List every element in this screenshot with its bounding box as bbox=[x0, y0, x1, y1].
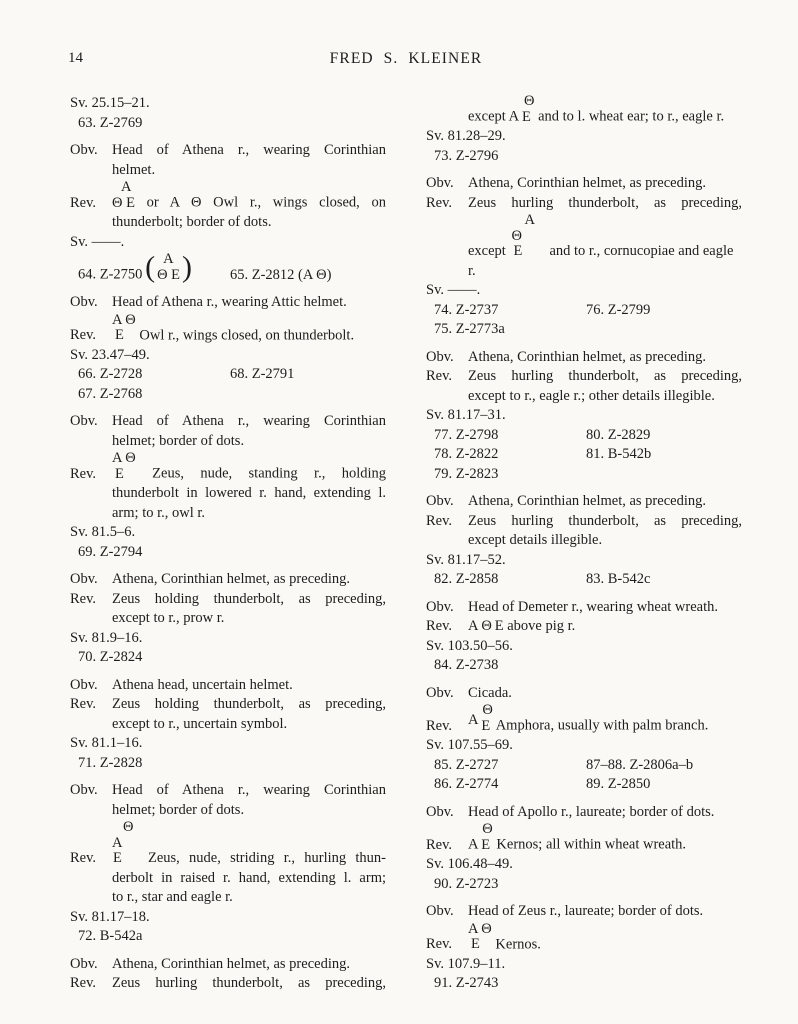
monogram-row: Θ E bbox=[157, 266, 181, 283]
text-line: Rev. Zeus hurling thunderbolt, as preceding, bbox=[426, 367, 742, 387]
catalog-item: 67. Z-2768 bbox=[78, 385, 143, 402]
entry-label: Rev. bbox=[70, 850, 97, 866]
catalog-item: 79. Z-2823 bbox=[434, 465, 499, 482]
text-line: Obv. Cicada. bbox=[426, 684, 742, 704]
entry-label: Rev. bbox=[70, 465, 97, 482]
reverse-description bbox=[70, 590, 386, 629]
monogram-row: A bbox=[121, 179, 132, 195]
monogram-row: E bbox=[481, 836, 491, 853]
text-line: Rev. Zeus hurling thunderbolt, as preceding, bbox=[70, 974, 386, 994]
text-line: Obv. Athena head, uncertain helmet. bbox=[70, 676, 386, 696]
catalog-entry-group bbox=[426, 684, 742, 795]
svoronos-reference: Sv. 107.9–11. bbox=[426, 955, 506, 972]
entry-label: Rev. bbox=[426, 512, 453, 529]
catalog-item: 90. Z-2723 bbox=[434, 875, 499, 892]
catalog-item: 75. Z-2773a bbox=[434, 321, 505, 337]
text-line: Obv. Athena, Corinthian helmet, as preceding. bbox=[426, 174, 742, 194]
text-line: except A Θ E and to r., cornucopiae and eagle bbox=[468, 212, 734, 259]
reverse-description bbox=[426, 512, 742, 551]
catalog-item: 63. Z-2769 bbox=[78, 114, 143, 131]
catalog-item: 66. Z-2728 bbox=[78, 366, 143, 382]
entry-label: Rev. bbox=[426, 836, 453, 853]
obverse-description bbox=[70, 412, 386, 451]
text-line: except A Θ E and to l. wheat ear; to r., eagle r. bbox=[468, 93, 725, 125]
entry-label: Rev. bbox=[426, 936, 453, 952]
monogram-row: ( A bbox=[163, 251, 174, 267]
continuation-paragraph bbox=[426, 94, 742, 127]
raised-monogram-letter: A bbox=[468, 711, 479, 728]
entry-label: Obv. bbox=[426, 348, 454, 365]
monogram-row: E bbox=[115, 465, 124, 482]
monogram-stack bbox=[112, 313, 136, 344]
entry-label: Rev. bbox=[70, 590, 97, 607]
monogram-row: A bbox=[112, 834, 123, 851]
catalog-item-row bbox=[70, 543, 386, 563]
entry-label: Rev. bbox=[70, 194, 97, 211]
entry-label: Obv. bbox=[426, 803, 454, 820]
text-line: Rev. A Θ E Zeus, nude, standing r., holding bbox=[70, 451, 386, 484]
monogram-row: A Θ bbox=[112, 311, 136, 328]
catalog-item-row bbox=[426, 656, 742, 676]
reverse-description bbox=[426, 822, 742, 855]
entry-label: Rev. bbox=[426, 368, 453, 384]
catalog-items bbox=[426, 756, 742, 795]
catalog-item: 68. Z-2791 bbox=[230, 366, 295, 382]
reverse-description bbox=[426, 922, 742, 955]
catalog-item: 87–88. Z-2806a–b bbox=[586, 756, 694, 773]
catalog-item-row bbox=[426, 974, 742, 994]
text-line: Rev. A Θ E or A Θ Owl r., wings closed, on bbox=[70, 180, 386, 213]
monogram-row: Θ bbox=[123, 819, 134, 835]
text-line: arm; to r., owl r. bbox=[112, 504, 206, 521]
text-line: helmet; border of dots. bbox=[112, 801, 245, 818]
svoronos-reference: Sv. 103.50–56. bbox=[426, 637, 513, 654]
text-line: Rev. A Θ E above pig r. bbox=[426, 617, 742, 637]
reverse-description bbox=[426, 617, 742, 637]
svoronos-reference: Sv. 81.5–6. bbox=[70, 524, 136, 540]
monogram-row: Θ bbox=[482, 702, 493, 718]
catalog-item-row bbox=[426, 445, 742, 465]
catalog-item-row bbox=[426, 147, 742, 167]
catalog-item-row bbox=[70, 114, 386, 134]
catalog-items bbox=[426, 974, 742, 994]
catalog-items bbox=[70, 252, 386, 285]
catalog-items bbox=[70, 365, 386, 404]
svoronos-reference: Sv. 81.17–18. bbox=[70, 908, 150, 925]
text-line: Rev. Zeus hurling thunderbolt, as preceding, bbox=[426, 194, 742, 214]
reverse-description bbox=[70, 695, 386, 734]
text-line: Rev. Zeus holding thunderbolt, as preceding, bbox=[70, 590, 386, 610]
catalog-item: 64. Z-2750 ( A Θ E ) bbox=[78, 252, 230, 285]
text-line: Rev. Zeus hurling thunderbolt, as preceding, bbox=[426, 512, 742, 532]
entry-label: Obv. bbox=[70, 955, 98, 972]
catalog-items bbox=[426, 656, 742, 676]
column-right bbox=[426, 94, 742, 1002]
text-line: thunderbolt; border of dots. bbox=[112, 214, 272, 230]
obverse-description bbox=[70, 955, 386, 975]
page-header bbox=[70, 50, 742, 70]
obverse-description bbox=[426, 902, 742, 922]
monogram-stack bbox=[468, 922, 492, 953]
catalog-item-row bbox=[70, 385, 386, 405]
monogram-stack bbox=[112, 820, 133, 867]
text-line: Rev. A Θ E Owl r., wings closed, on thunderbolt. bbox=[70, 313, 386, 346]
text-line: to r., star and eagle r. bbox=[112, 889, 233, 905]
catalog-item-row bbox=[70, 252, 386, 285]
catalog-item-row bbox=[426, 426, 742, 446]
reverse-description bbox=[70, 974, 386, 994]
text-line: derbolt in raised r. hand, extending l. arm; bbox=[112, 869, 386, 886]
running-head: FRED S. KLEINER bbox=[329, 50, 483, 67]
entry-label: Obv. bbox=[426, 175, 454, 191]
catalog-item-row bbox=[426, 875, 742, 895]
catalog-items bbox=[70, 114, 386, 134]
entry-label: Obv. bbox=[70, 142, 98, 158]
monogram-row: A Θ bbox=[468, 920, 492, 937]
catalog-entry-group bbox=[70, 293, 386, 404]
entry-label: Obv. bbox=[426, 684, 454, 701]
catalog-entry-group bbox=[426, 174, 742, 340]
obverse-description bbox=[70, 570, 386, 590]
catalog-entry-group bbox=[70, 676, 386, 774]
obverse-description bbox=[426, 598, 742, 618]
text-line: Obv. Head of Athena r., wearing Corinthian bbox=[70, 141, 386, 161]
obverse-description bbox=[70, 141, 386, 180]
monogram-stack bbox=[481, 822, 492, 853]
reverse-description bbox=[70, 820, 386, 908]
monogram-stack bbox=[509, 213, 534, 260]
text-line: except to r., prow r. bbox=[112, 610, 225, 626]
monogram-stack bbox=[112, 180, 135, 211]
catalog-item-row bbox=[426, 756, 742, 776]
catalog-entry-group bbox=[70, 141, 386, 285]
monogram-stack bbox=[112, 451, 136, 482]
entry-label: Obv. bbox=[70, 413, 98, 429]
svoronos-reference: Sv. 81.17–31. bbox=[426, 407, 506, 423]
catalog-entry-group bbox=[426, 492, 742, 590]
entry-label: Obv. bbox=[70, 676, 98, 693]
svoronos-reference: Sv. 107.55–69. bbox=[426, 737, 513, 753]
catalog-item: 85. Z-2727 bbox=[434, 756, 499, 773]
catalog-item-row bbox=[70, 927, 386, 947]
catalog-item-row bbox=[426, 775, 742, 795]
catalog-entry-group bbox=[426, 902, 742, 994]
svoronos-reference: Sv. 23.47–49. bbox=[70, 346, 150, 363]
catalog-items bbox=[70, 648, 386, 668]
obverse-description bbox=[426, 348, 742, 368]
monogram-stack bbox=[148, 252, 189, 283]
monogram-row: E bbox=[115, 327, 124, 343]
catalog-item-row bbox=[70, 648, 386, 668]
text-line: except to r., eagle r.; other details illegible. bbox=[468, 387, 715, 404]
monogram-row: Θ E bbox=[112, 194, 135, 211]
reverse-description bbox=[426, 703, 742, 736]
column-left bbox=[70, 94, 386, 1002]
catalog-item: 80. Z-2829 bbox=[586, 426, 651, 443]
text-line: helmet. bbox=[112, 161, 156, 178]
reverse-description bbox=[70, 180, 386, 233]
catalog-item: 73. Z-2796 bbox=[434, 147, 499, 164]
catalog-items bbox=[70, 543, 386, 563]
text-line: Obv. Head of Athena r., wearing Attic helmet. bbox=[70, 293, 386, 313]
monogram-row: Θ bbox=[482, 821, 493, 837]
catalog-entry-group bbox=[426, 598, 742, 676]
text-line: Rev. A Θ E Amphora, usually with palm branch. bbox=[426, 703, 742, 736]
monogram-stack bbox=[522, 94, 534, 125]
catalog-item: 82. Z-2858 bbox=[434, 571, 499, 587]
catalog-item: 70. Z-2824 bbox=[78, 649, 143, 665]
svoronos-reference: Sv. 81.9–16. bbox=[70, 629, 143, 646]
text-line: Rev. A Θ E Kernos. bbox=[426, 922, 742, 955]
text-line: thunderbolt in lowered r. hand, extending l. bbox=[112, 485, 386, 501]
svoronos-reference: Sv. 81.28–29. bbox=[426, 128, 506, 144]
monogram-row: Θ bbox=[511, 227, 522, 244]
catalog-entry-group bbox=[70, 955, 386, 994]
svoronos-reference: Sv. 106.48–49. bbox=[426, 856, 513, 872]
entry-label: Rev. bbox=[70, 327, 97, 343]
monogram-row: A Θ bbox=[112, 450, 136, 466]
catalog-item: 71. Z-2828 bbox=[78, 754, 143, 771]
catalog-item-row bbox=[426, 570, 742, 590]
catalog-items bbox=[426, 426, 742, 485]
svoronos-reference: Sv. ——. bbox=[426, 282, 481, 298]
catalog-item-row bbox=[70, 754, 386, 774]
reverse-description bbox=[70, 451, 386, 523]
text-line: Obv. Head of Athena r., wearing Corinthian bbox=[70, 781, 386, 801]
monogram-row: A bbox=[524, 212, 535, 228]
monogram-row: Θ bbox=[523, 93, 535, 109]
entry-label: Rev. bbox=[426, 618, 453, 634]
text-line: Rev. Zeus holding thunderbolt, as preceding, bbox=[70, 695, 386, 715]
catalog-items bbox=[426, 301, 742, 340]
obverse-description bbox=[426, 684, 742, 704]
text-line: Rev. Θ A E Zeus, nude, striding r., hurling thun- bbox=[70, 820, 386, 869]
catalog-item: 76. Z-2799 bbox=[586, 301, 651, 318]
text-line: helmet; border of dots. bbox=[112, 432, 245, 449]
catalog-items bbox=[426, 147, 742, 167]
monogram-row: E bbox=[471, 936, 480, 952]
catalog-item-row bbox=[70, 365, 386, 385]
obverse-description bbox=[426, 803, 742, 823]
catalog-items bbox=[426, 875, 742, 895]
entry-label: Rev. bbox=[426, 717, 453, 734]
catalog-item: 83. B-542c bbox=[586, 571, 651, 587]
entry-label: Obv. bbox=[70, 571, 98, 587]
monogram-stack bbox=[481, 703, 492, 734]
monogram-row: E bbox=[513, 243, 523, 259]
catalog-item: 86. Z-2774 bbox=[434, 776, 499, 792]
catalog-item: 69. Z-2794 bbox=[78, 543, 143, 560]
catalog-item: 72. B-542a bbox=[78, 928, 143, 944]
entry-label: Obv. bbox=[70, 294, 98, 310]
text-line: Obv. Athena, Corinthian helmet, as preceding. bbox=[426, 348, 742, 368]
monogram-row: E bbox=[113, 850, 122, 866]
catalog-entry-group bbox=[426, 803, 742, 895]
catalog-entry-group bbox=[70, 570, 386, 668]
obverse-description bbox=[70, 293, 386, 313]
catalog-items bbox=[426, 570, 742, 590]
text-line: except details illegible. bbox=[468, 532, 603, 548]
obverse-description bbox=[426, 492, 742, 512]
monogram-row: E bbox=[481, 717, 491, 734]
obverse-description bbox=[70, 781, 386, 820]
text-line: Rev. A Θ E Kernos; all within wheat wreath. bbox=[426, 822, 742, 855]
reverse-description bbox=[426, 367, 742, 406]
two-column-body bbox=[70, 94, 742, 1002]
entry-label: Obv. bbox=[426, 598, 454, 615]
catalog-items bbox=[70, 754, 386, 774]
catalog-items bbox=[70, 927, 386, 947]
svoronos-reference: Sv. 81.1–16. bbox=[70, 735, 143, 751]
catalog-item: 84. Z-2738 bbox=[434, 657, 499, 673]
svoronos-reference: Sv. 81.17–52. bbox=[426, 551, 506, 568]
catalog-item: 89. Z-2850 bbox=[586, 776, 651, 792]
catalog-item: 74. Z-2737 bbox=[434, 301, 499, 318]
catalog-entry-group bbox=[70, 412, 386, 562]
catalog-entry-group bbox=[426, 348, 742, 485]
text-line: Obv. Head of Demeter r., wearing wheat wreath. bbox=[426, 598, 742, 618]
entry-label: Obv. bbox=[426, 903, 454, 919]
catalog-item-row bbox=[426, 320, 742, 340]
entry-label: Obv. bbox=[70, 782, 98, 798]
text-line: Obv. Athena, Corinthian helmet, as preceding. bbox=[70, 570, 386, 590]
monogram-row: E bbox=[521, 108, 531, 125]
text-line: r. bbox=[468, 262, 476, 279]
entry-label: Rev. bbox=[426, 194, 453, 211]
catalog-item-row bbox=[426, 301, 742, 321]
reverse-description bbox=[426, 194, 742, 282]
entry-label: Obv. bbox=[426, 493, 454, 509]
text-line: Obv. Head of Athena r., wearing Corinthian bbox=[70, 412, 386, 432]
entry-label: Rev. bbox=[70, 696, 97, 712]
catalog-item: 77. Z-2798 bbox=[434, 426, 499, 443]
catalog-entry-group bbox=[426, 94, 742, 166]
catalog-entry-group bbox=[70, 94, 386, 133]
obverse-description bbox=[70, 676, 386, 696]
catalog-item: 65. Z-2812 (A Θ) bbox=[230, 266, 332, 283]
svoronos-reference: Sv. 25.15–21. bbox=[70, 95, 150, 111]
text-line: Obv. Head of Apollo r., laureate; border of dots. bbox=[426, 803, 742, 823]
obverse-description bbox=[426, 174, 742, 194]
text-line: Obv. Head of Zeus r., laureate; border of dots. bbox=[426, 902, 742, 922]
reverse-description bbox=[70, 313, 386, 346]
entry-label: Rev. bbox=[70, 975, 97, 991]
catalog-item-row bbox=[426, 465, 742, 485]
svoronos-reference: Sv. ——. bbox=[70, 233, 125, 250]
catalog-item: 91. Z-2743 bbox=[434, 975, 499, 991]
catalog-item: 81. B-542b bbox=[586, 446, 652, 462]
catalog-entry-group bbox=[70, 781, 386, 947]
catalog-item: 78. Z-2822 bbox=[434, 446, 499, 462]
text-line: Obv. Athena, Corinthian helmet, as preceding. bbox=[70, 955, 386, 975]
page-number: 14 bbox=[68, 50, 83, 66]
text-line: Obv. Athena, Corinthian helmet, as preceding. bbox=[426, 492, 742, 512]
text-line: except to r., uncertain symbol. bbox=[112, 715, 288, 732]
